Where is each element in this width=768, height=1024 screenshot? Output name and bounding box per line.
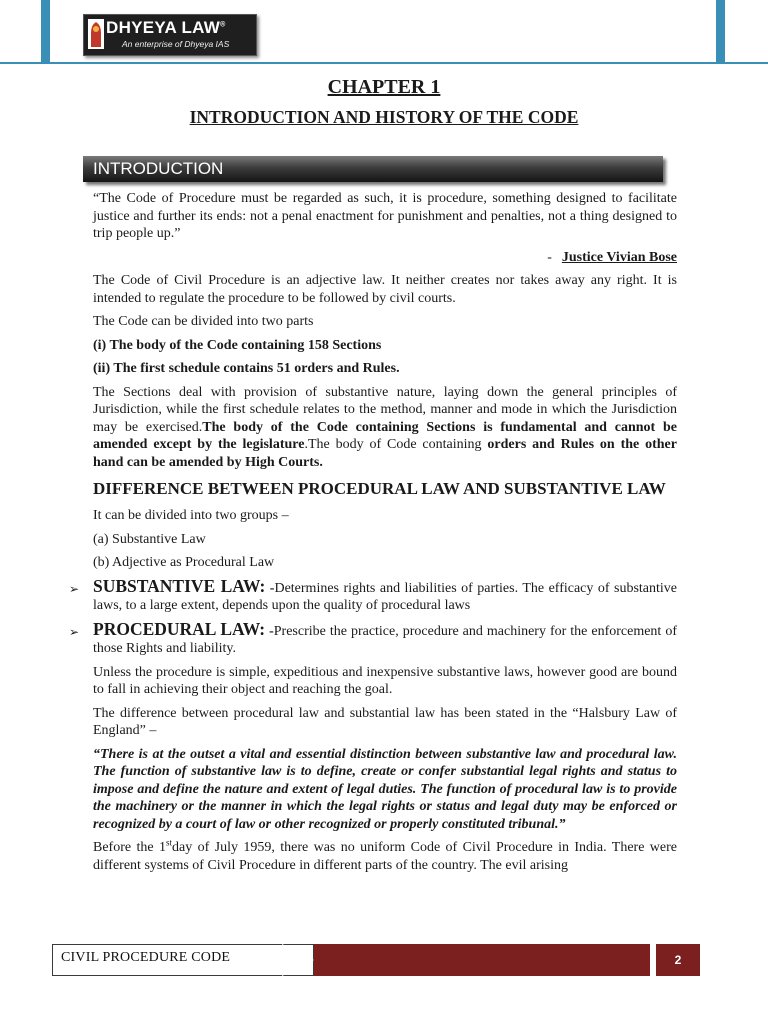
chapter-title: CHAPTER 1 — [327, 76, 441, 98]
chapter-subtitle: INTRODUCTION AND HISTORY OF THE CODE — [189, 107, 579, 127]
header-accent-bar-left — [41, 0, 50, 64]
footer-title-box — [52, 944, 314, 976]
header-accent-bar-right — [716, 0, 725, 64]
lamp-figure-icon — [88, 19, 104, 49]
paragraph-two-parts: The Code can be divided into two parts — [93, 314, 314, 329]
logo-tagline: An enterprise of Dhyeya IAS — [122, 39, 230, 49]
page-number: 2 — [674, 953, 682, 967]
bullet-substantive-law: ➢ SUBSTANTIVE LAW: -Determines rights and liabilities of parties. The efficacy of substantive laws, to a large extent, depends upon the quality of procedural laws — [69, 575, 678, 613]
quote-attribution: - Justice Vivian Bose — [547, 249, 677, 265]
attribution-name: Justice Vivian Bose — [561, 249, 677, 265]
footer-arrow-shape — [282, 944, 314, 976]
paragraph-halsbury: The difference between procedural law and substantial law has been stated in the “Halsbury Law of England” – — [93, 705, 677, 738]
group-a: (a) Substantive Law — [93, 531, 206, 547]
paragraph-two-groups: It can be divided into two groups – — [93, 508, 289, 523]
opening-quote: “The Code of Procedure must be regarded as such, it is procedure, something designed to facilitate justice and further its ends: not a penal enactment for punishment and penalties, not a thing designed to trip people up.” — [93, 191, 677, 241]
document-body — [69, 190, 678, 880]
part-two: (ii) The first schedule contains 51 orders and Rules. — [93, 361, 400, 376]
section-heading-bar — [83, 156, 663, 182]
header-rule — [0, 62, 768, 64]
footer-band — [314, 944, 700, 976]
bullet-procedural-law: ➢ PROCEDURAL LAW: -Prescribe the practice, procedure and machinery for the enforcement of those Rights and liability. — [69, 618, 677, 656]
paragraph-history: Before the 1stday of July 1959, there was no uniform Code of Civil Procedure in India. There were different systems of Civil Procedure in different parts of the country. The evil arising — [93, 837, 677, 873]
section-heading-label: INTRODUCTION — [93, 159, 224, 178]
paragraph-adjective-law: The Code of Civil Procedure is an adjective law. It neither creates nor takes away any right. It is intended to regulate the procedure to be followed by civil courts. — [93, 273, 677, 306]
logo-title: DHYEYA LAW® — [106, 18, 226, 37]
arrow-bullet-icon: ➢ — [69, 581, 80, 596]
part-one: (i) The body of the Code containing 158 Sections — [93, 337, 382, 353]
group-b: (b) Adjective as Procedural Law — [93, 555, 275, 570]
difference-heading: DIFFERENCE BETWEEN PROCEDURAL LAW AND SUBSTANTIVE LAW — [93, 479, 666, 498]
footer-title: CIVIL PROCEDURE CODE — [61, 950, 231, 965]
dhyeya-law-logo — [83, 14, 257, 56]
paragraph-procedure-simple: Unless the procedure is simple, expeditious and inexpensive substantive laws, however good are bound to fall in achieving their object and reaching the goal. — [93, 664, 677, 697]
halsbury-quote: “There is at the outset a vital and essential distinction between substantive law and procedural law. The function of substantive law is to define, create or confer substantial legal rights and status to impose and define the nature and extent of legal duties. The function of procedural law is to provide the machinery or the manner in which the legal rights or status and legal duty may be enforced or recognized by a court of law or other recognized or properly constituted tribunal.” — [93, 746, 677, 832]
arrow-bullet-icon: ➢ — [69, 624, 80, 639]
page-footer — [52, 944, 700, 976]
paragraph-sections: The Sections deal with provision of substantive nature, laying down the general principles of Jurisdiction, while the first schedule relates to the method, manner and mode in which the Jurisdiction may be exercised.The body of the Code containing Sections is fundamental and cannot be amended except by the legislature.The body of Code containing orders and Rules on the other hand can be amended by High Courts. — [93, 384, 677, 470]
